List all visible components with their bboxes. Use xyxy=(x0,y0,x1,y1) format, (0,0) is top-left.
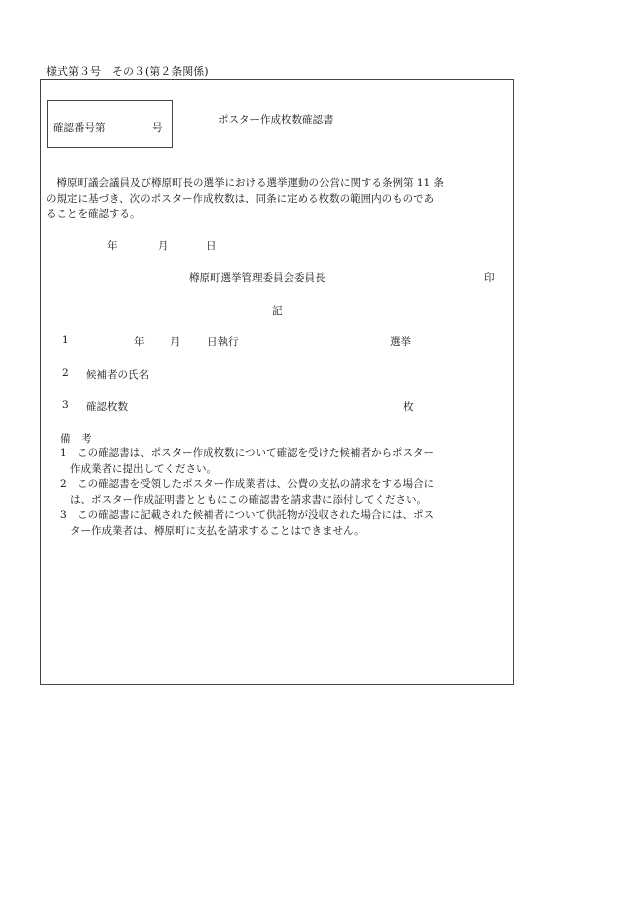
item-1-number: 1 xyxy=(62,334,69,346)
date-day-label: 日 xyxy=(206,240,217,252)
body-paragraph xyxy=(46,176,510,223)
document-frame xyxy=(40,79,514,685)
confirmation-number-label: 確認番号第 xyxy=(53,122,106,134)
note-item xyxy=(60,508,510,539)
body-line: ることを確認する。 xyxy=(46,208,141,220)
form-number-label: 様式第３号 その３(第２条関係) xyxy=(46,65,209,78)
note-line: は、ポスター作成証明書とともにこの確認書を請求書に添付してください。 xyxy=(70,493,427,506)
item-2-candidate-name-label: 候補者の氏名 xyxy=(86,369,149,381)
item-2-number: 2 xyxy=(62,367,69,379)
item-1-election-label: 選挙 xyxy=(390,336,411,348)
document-title: ポスター作成枚数確認書 xyxy=(218,114,334,126)
date-month-label: 月 xyxy=(158,240,169,252)
note-item xyxy=(60,477,510,508)
item-1-day-label: 日執行 xyxy=(207,336,239,348)
notes-heading: 備 考 xyxy=(60,433,92,445)
item-1-year-label: 年 xyxy=(134,336,145,348)
confirmation-number-suffix: 号 xyxy=(152,122,163,134)
note-line: 1 この確認書は、ポスター作成枚数について確認を受けた候補者からポスター xyxy=(60,447,434,459)
note-line: 3 この確認書に記載された候補者について供託物が没収された場合には、ポス xyxy=(60,509,434,521)
note-item xyxy=(60,446,510,477)
item-3-number: 3 xyxy=(62,399,69,411)
item-3-unit-label: 枚 xyxy=(403,401,414,413)
item-3-count-label: 確認枚数 xyxy=(86,401,128,413)
committee-chair-label: 樽原町選挙管理委員会委員長 xyxy=(189,272,326,284)
notes-list xyxy=(60,446,510,539)
note-line: 2 この確認書を受領したポスター作成業者は、公費の支払の請求をする場合に xyxy=(60,478,435,490)
body-line: の規定に基づき、次のポスター作成枚数は、同条に定める枚数の範囲内のものであ xyxy=(46,192,435,205)
item-1-month-label: 月 xyxy=(170,336,181,348)
ki-heading: 記 xyxy=(272,305,283,317)
date-year-label: 年 xyxy=(107,240,118,252)
note-line: 作成業者に提出してください。 xyxy=(70,462,217,475)
body-line: 樽原町議会議員及び樽原町長の選挙における選挙運動の公営に関する条例第 11 条 xyxy=(46,177,445,189)
note-line: ター作成業者は、樽原町に支払を請求することはできません。 xyxy=(70,524,365,537)
seal-mark: 印 xyxy=(484,272,495,284)
